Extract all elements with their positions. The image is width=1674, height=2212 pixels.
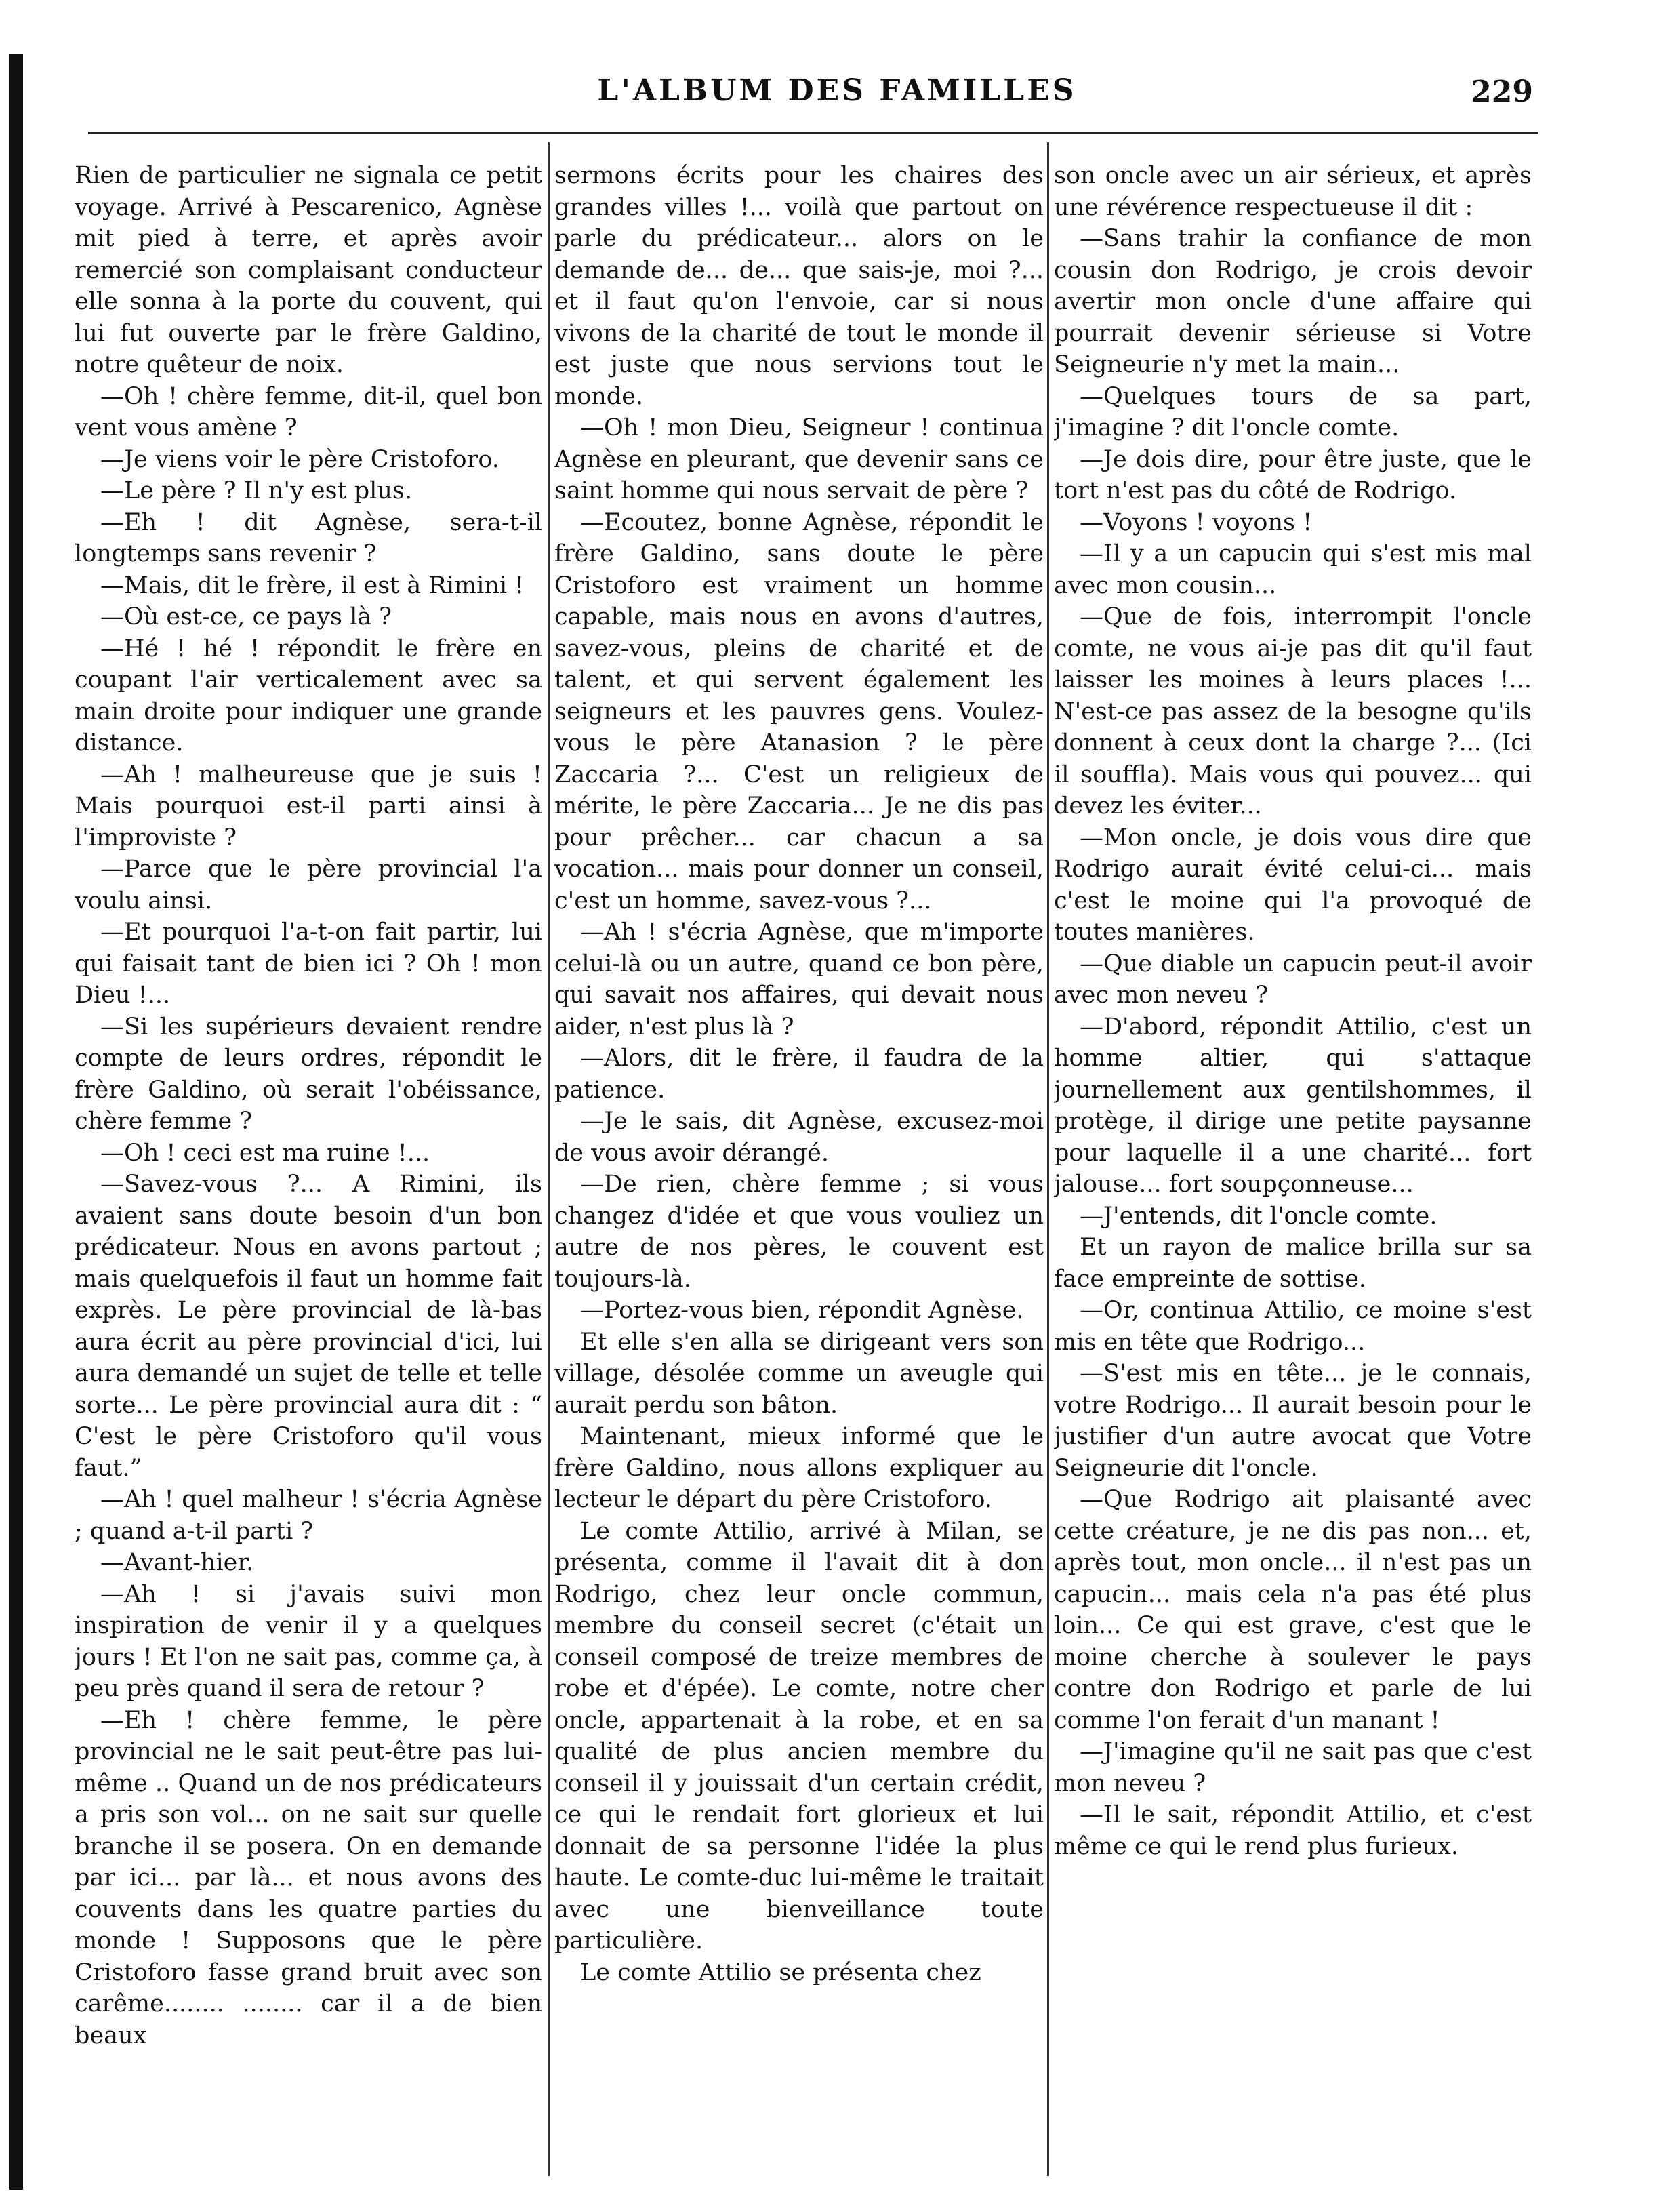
paragraph: —Le père ? Il n'y est plus. (100, 477, 412, 504)
paragraph: sermons écrits pour les chaires des grandes villes !... voilà que partout on parle du prédicateur... alors on le demande de... de... que sais-je, moi ?... et il faut qu'on l'envoie, car si nous vivons de la charité de tout le monde il est juste que nous servions tout le monde. (554, 162, 1044, 410)
paragraph: —J'imagine qu'il ne sait pas que c'est mon neveu ? (1054, 1738, 1532, 1797)
paragraph: —Je dois dire, pour être juste, que le tort n'est pas du côté de Rodrigo. (1054, 445, 1532, 504)
paragraph: —Je le sais, dit Agnèse, excusez-moi de vous avoir dérangé. (554, 1108, 1044, 1167)
paragraph: —S'est mis en tête... je le connais, votre Rodrigo... Il aurait besoin pour le justifier d'un autre avocat que Votre Seigneurie dit l'oncle. (1054, 1360, 1532, 1482)
paragraph: —Parce que le père provincial l'a voulu ainsi. (75, 856, 542, 914)
paragraph: —Je viens voir le père Cristoforo. (100, 445, 499, 473)
paragraph: —Sans trahir la confiance de mon cousin don Rodrigo, je crois devoir avertir mon oncle d'une affaire qui pourrait devenir sérieuse si Votre Seigneurie n'y met la main... (1054, 225, 1532, 378)
paragraph: —Que de fois, interrompit l'oncle comte, ne vous ai-je pas dit qu'il faut laisser les moines à leurs places !... N'est-ce pas assez de la besogne qu'ils donnent à ceux dont la charge ?... (Ici il souffla). Mais vous qui pouvez... qui devez les éviter... (1054, 603, 1532, 820)
paragraph: —Eh ! dit Agnèse, sera-t-il longtemps sans revenir ? (75, 508, 542, 567)
paragraph: —Si les supérieurs devaient rendre compte de leurs ordres, répondit le frère Galdino, où serait l'obéissance, chère femme ? (75, 1013, 542, 1135)
running-header-title: L'ALBUM DES FAMILLES (597, 73, 1077, 108)
text-column-2 (554, 160, 1044, 2167)
paragraph: —J'entends, dit l'oncle comte. (1080, 1202, 1437, 1230)
paragraph: —Que Rodrigo ait plaisanté avec cette créature, je ne dis pas non... et, après tout, mon oncle... il n'est pas un capucin... mais cela n'a pas été plus loin... Ce qui est grave, c'est que le moine cherche à soulever le pays contre don Rodrigo et parle de lui comme l'on ferait d'un manant ! (1054, 1486, 1532, 1734)
text-column-3 (1054, 160, 1532, 2167)
paragraph: —Oh ! chère femme, dit-il, quel bon vent vous amène ? (75, 382, 542, 441)
paragraph: —Voyons ! voyons ! (1080, 508, 1313, 536)
column-divider (548, 142, 550, 2176)
paragraph: —Il y a un capucin qui s'est mis mal avec mon cousin... (1054, 540, 1532, 599)
paragraph: Le comte Attilio, arrivé à Milan, se présenta, comme il l'avait dit à don Rodrigo, chez leur oncle commun, membre du conseil secret (c'était un conseil composé de treize membres de robe et d'épée). Le comte, notre cher oncle, appartenait à la robe, et en sa qualité de plus ancien membre du conseil il y jouissait d'un certain crédit, ce qui le rendait fort glorieux et lui donnait de sa personne l'idée la plus haute. Le comte-duc lui-même le traitait avec une bienveillance toute particulière. (554, 1517, 1044, 1954)
text-column-1 (75, 160, 542, 2167)
paragraph: —Ecoutez, bonne Agnèse, répondit le frère Galdino, sans doute le père Cristoforo est vraiment un homme capable, mais nous en avons d'autres, savez-vous, pleins de charité et de talent, et qui servent également les seigneurs et les pauvres gens. Voulez-vous le père Atanasion ? le père Zaccaria ?... C'est un religieux de mérite, le père Zaccaria... Je ne dis pas pour prêcher... car chacun a sa vocation... mais pour donner un conseil, c'est un homme, savez-vous ?... (554, 508, 1044, 914)
paragraph: —Oh ! ceci est ma ruine !... (100, 1139, 430, 1167)
paragraph: —Et pourquoi l'a-t-on fait partir, lui qui faisait tant de bien ici ? Oh ! mon Dieu !... (75, 919, 542, 1009)
paragraph: —Hé ! hé ! répondit le frère en coupant l'air verticalement avec sa main droite pour indiquer une grande distance. (75, 635, 542, 757)
paragraph: —Portez-vous bien, répondit Agnèse. (580, 1297, 1024, 1324)
page-number: 229 (1471, 75, 1533, 109)
paragraph: Rien de particulier ne signala ce petit voyage. Arrivé à Pescarenico, Agnèse mit pied à terre, et après avoir remercié son complaisant conducteur elle sonna à la porte du couvent, qui lui fut ouverte par le frère Galdino, notre quêteur de noix. (75, 162, 542, 378)
paragraph: —Que diable un capucin peut-il avoir avec mon neveu ? (1054, 950, 1532, 1009)
paragraph: —Avant-hier. (100, 1549, 254, 1576)
column-divider (1047, 142, 1049, 2176)
paragraph: —Oh ! mon Dieu, Seigneur ! continua Agnèse en pleurant, que devenir sans ce saint homme qui nous servait de père ? (554, 414, 1044, 504)
paragraph: —Ah ! s'écria Agnèse, que m'importe celui-là ou un autre, quand ce bon père, qui savait nos affaires, qui devait nous aider, n'est plus là ? (554, 919, 1044, 1041)
paragraph: —Eh ! chère femme, le père provincial ne le sait peut-être pas lui-même .. Quand un de nos prédicateurs a pris son vol... on ne sait sur quelle branche il se posera. On en demande par ici... par là... et nous avons des couvents dans les quatre parties du monde ! Supposons que le père Cristoforo fasse grand bruit avec son carême........ ........ car il a de bien beaux (75, 1706, 542, 2049)
paragraph: Et un rayon de malice brilla sur sa face empreinte de sottise. (1054, 1234, 1532, 1293)
paragraph: —Ah ! si j'avais suivi mon inspiration de venir il y a quelques jours ! Et l'on ne sait pas, comme ça, à peu près quand il sera de retour ? (75, 1580, 542, 1702)
paragraph: —De rien, chère femme ; si vous changez d'idée et que vous vouliez un autre de nos pères, le couvent est toujours-là. (554, 1171, 1044, 1293)
paragraph: —Il le sait, répondit Attilio, et c'est même ce qui le rend plus furieux. (1054, 1801, 1532, 1860)
paragraph: Le comte Attilio se présenta chez (580, 1958, 981, 1986)
header-rule (88, 132, 1538, 134)
paragraph: —Mais, dit le frère, il est à Rimini ! (100, 571, 525, 599)
paragraph: Maintenant, mieux informé que le frère Galdino, nous allons expliquer au lecteur le départ du père Cristoforo. (554, 1423, 1044, 1513)
paragraph: son oncle avec un air sérieux, et après une révérence respectueuse il dit : (1054, 162, 1532, 221)
paragraph: Et elle s'en alla se dirigeant vers son village, désolée comme un aveugle qui aurait perdu son bâton. (554, 1328, 1044, 1419)
paragraph: —Ah ! quel malheur ! s'écria Agnèse ; quand a-t-il parti ? (75, 1486, 542, 1545)
paragraph: —Ah ! malheureuse que je suis ! Mais pourquoi est-il parti ainsi à l'improviste ? (75, 761, 542, 851)
page-binding-edge (9, 54, 23, 2190)
paragraph: —Alors, dit le frère, il faudra de la patience. (554, 1045, 1044, 1104)
paragraph: —Quelques tours de sa part, j'imagine ? dit l'oncle comte. (1054, 382, 1532, 441)
paragraph: —Mon oncle, je dois vous dire que Rodrigo aurait évité celui-ci... mais c'est le moine qui l'a provoqué de toutes manières. (1054, 824, 1532, 946)
paragraph: —D'abord, répondit Attilio, c'est un homme altier, qui s'attaque journellement aux gentilshommes, il protège, il dirige une petite paysanne pour laquelle il a une charité... fort jalouse... fort soupçonneuse... (1054, 1013, 1532, 1198)
paragraph: —Or, continua Attilio, ce moine s'est mis en tête que Rodrigo... (1054, 1297, 1532, 1356)
paragraph: —Savez-vous ?... A Rimini, ils avaient sans doute besoin d'un bon prédicateur. Nous en avons partout ; mais quelquefois il faut un homme fait exprès. Le père provincial de là-bas aura écrit au père provincial d'ici, lui aura demandé un sujet de telle et telle sorte... Le père provincial aura dit : “ C'est le père Cristoforo qu'il vous faut.” (75, 1171, 542, 1482)
paragraph: —Où est-ce, ce pays là ? (100, 603, 392, 630)
